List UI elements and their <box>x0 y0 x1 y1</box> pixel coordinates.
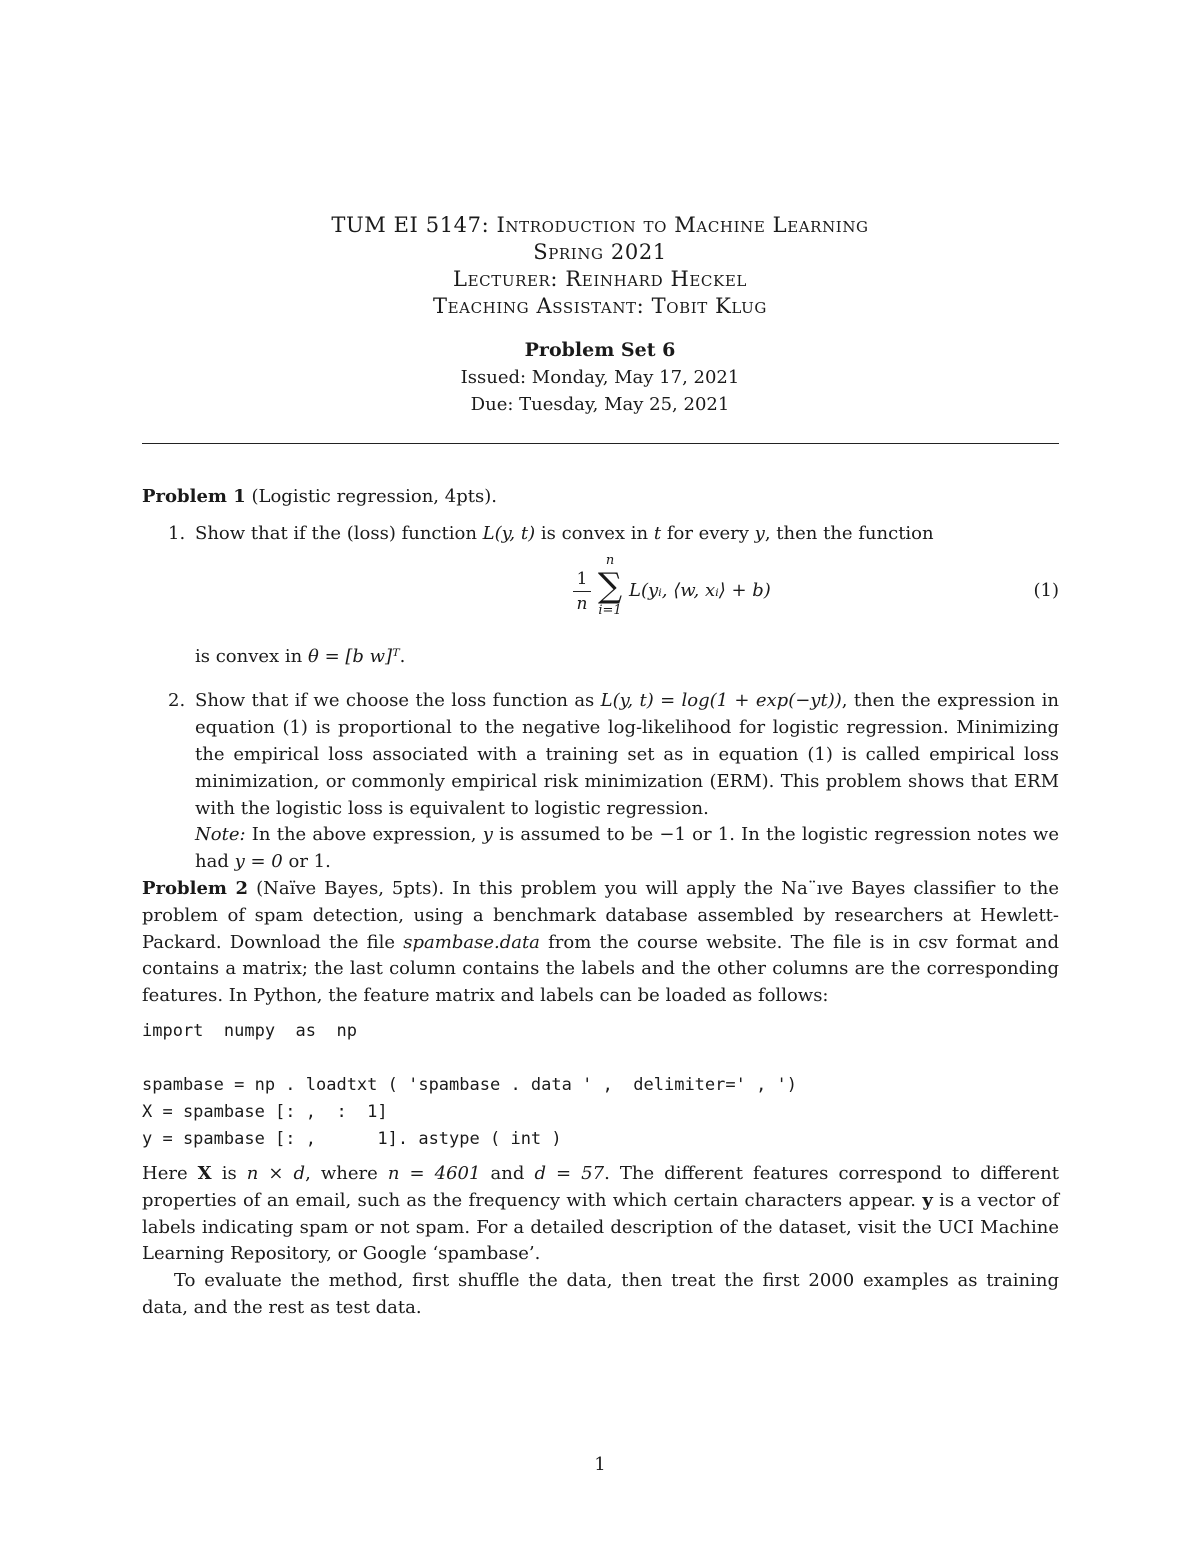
lecturer: Lecturer: Reinhard Heckel <box>453 267 747 291</box>
equation-1 <box>195 554 1059 644</box>
equation-number: (1) <box>1033 579 1059 601</box>
convex-statement <box>195 644 1059 671</box>
document-header <box>0 212 1200 418</box>
term: Spring 2021 <box>533 240 667 264</box>
problem-2-description: (Naïve Bayes, 5pts). <box>256 877 445 899</box>
text-segment: for every <box>666 522 749 544</box>
evaluation-paragraph: To evaluate the method, first shuffle the data, then treat the first 2000 examples as training data, and the rest as test data. <box>142 1270 1059 1318</box>
document-body <box>142 484 1059 1322</box>
text-segment: is a vector of labels indicating spam or not spam. For a detailed description of the dataset, visit the UCI Machine Learning Repository, or Google ‘spambase’. <box>142 1189 1059 1265</box>
due-date: Due: Tuesday, May 25, 2021 <box>470 394 730 415</box>
issued-date: Issued: Monday, May 17, 2021 <box>460 367 740 388</box>
text-segment: , then the expression in equation (1) is proportional to the negative log-likelihood for logistic regression. Minimizing the empirical loss associated with a training set as in equation (1) is called empirical loss minimization, or commonly empirical risk minimization (ERM). This problem shows that ERM with the logistic loss is equivalent to logistic regression. <box>195 690 1059 819</box>
note-label: Note: <box>195 824 246 846</box>
problem-1-item-2 <box>142 688 1059 876</box>
sum-upper-limit: n <box>605 552 615 568</box>
math-d: d = 57 <box>534 1162 605 1184</box>
page-number: 1 <box>594 1454 606 1475</box>
text-segment: In the above expression, <box>251 824 477 846</box>
problem-1-description: (Logistic regression, 4pts). <box>251 486 497 507</box>
math-y-zero: y = 0 <box>234 851 283 873</box>
header-divider <box>142 443 1059 444</box>
math-X: X <box>197 1162 212 1184</box>
text-segment: , then the function <box>764 522 934 544</box>
problem-set-title: Problem Set 6 <box>524 339 676 361</box>
math-dims: n × d <box>246 1162 306 1184</box>
note <box>195 822 1059 876</box>
fraction <box>573 568 591 615</box>
problem-2-label: Problem 2 <box>142 877 249 899</box>
problem-1-heading <box>142 484 1059 511</box>
sum-lower-limit: i=1 <box>598 602 622 618</box>
fraction-bar <box>573 591 591 592</box>
text-segment: and <box>490 1162 525 1184</box>
equation-formula <box>573 552 813 638</box>
math-n: n = 4601 <box>387 1162 481 1184</box>
text-segment: . <box>399 645 406 667</box>
code-block: import numpy as np spambase = np . loadtxt ( 'spambase . data ' , delimiter=' , ') X = spambase [: , : 1] y = spambase [: , 1]. astype ( int ) <box>142 1020 798 1149</box>
item-text <box>195 521 1059 548</box>
sigma-symbol: ∑ <box>597 565 623 606</box>
teaching-assistant: Teaching Assistant: Tobit Klug <box>433 294 767 318</box>
dataset-description <box>142 1161 1059 1268</box>
text-segment: Here <box>142 1162 188 1184</box>
problem-1-label: Problem 1 <box>142 486 246 507</box>
math-y: y <box>754 522 765 544</box>
math-t: t <box>653 522 662 544</box>
item-number: 2. <box>168 690 186 712</box>
text-segment: Show that if we choose the loss function as <box>195 690 595 712</box>
problem-2-paragraph <box>142 876 1059 1010</box>
summation <box>595 554 625 618</box>
text-segment: , where <box>305 1162 378 1184</box>
math-logistic-loss: L(y, t) = log(1 + exp(−yt)) <box>600 690 842 712</box>
text-segment: is convex in <box>540 522 649 544</box>
summand-expression: L(yᵢ, ⟨w, xᵢ⟩ + b) <box>629 579 771 601</box>
file-name: spambase.data <box>403 931 540 953</box>
text-segment: Show that if the (loss) function <box>195 522 477 544</box>
math-y: y <box>482 824 493 846</box>
text-segment: is convex in <box>195 645 303 667</box>
text-segment: In this problem you will apply the Na¨ıve Bayes classifier to the problem of spam detection, using a benchmark database assembled by researchers at Hewlett-Packard. Download the file <box>142 877 1059 953</box>
summand <box>629 578 771 605</box>
text-segment: or 1. <box>288 851 331 873</box>
text-segment: from the course website. The file is in csv format and contains a matrix; the last column contains the labels and the other columns are the corresponding features. In Python, the feature matrix and labels can be loaded as follows: <box>142 931 1059 1007</box>
fraction-numerator: 1 <box>576 568 588 589</box>
problem-1-item-1 <box>142 521 1059 671</box>
fraction-denominator: n <box>576 593 588 614</box>
text-segment: . The different features correspond to different properties of an email, such as the frequency with which certain characters appear. <box>142 1162 1059 1211</box>
math-theta: θ = [b w]ᵀ <box>308 645 400 667</box>
item-number: 1. <box>168 522 186 544</box>
course-title: TUM EI 5147: Introduction to Machine Learning <box>331 213 869 237</box>
math-y-vector: y <box>922 1189 933 1211</box>
math-loss: L(y, t) <box>482 522 536 544</box>
text-segment: is <box>221 1162 237 1184</box>
text-segment: is assumed to be −1 or 1. In the logistic regression notes we had <box>195 824 1059 873</box>
item-text <box>195 688 1059 822</box>
